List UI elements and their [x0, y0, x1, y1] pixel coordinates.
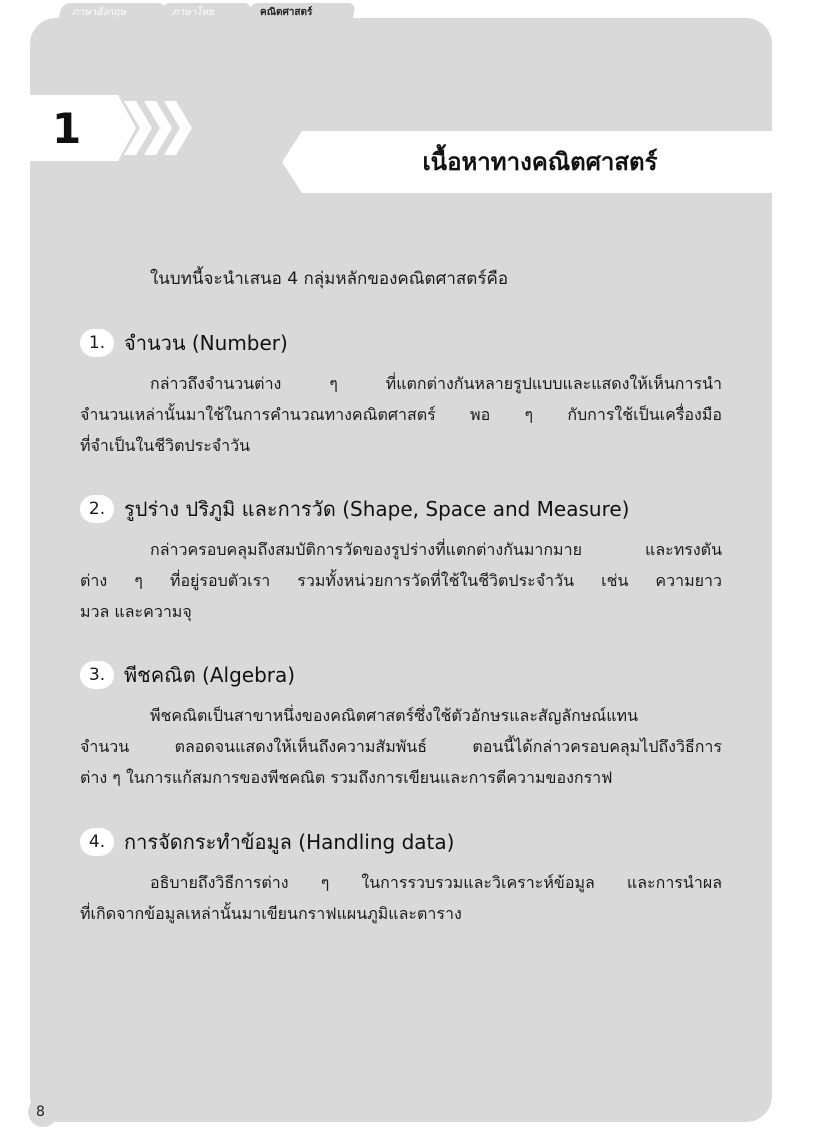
paragraph-line: กล่าวครอบคลุมถึงสมบัติการวัดของรูปร่างที่แตกต่างกันมากมาย และทรงตัน	[150, 540, 722, 559]
chevron-arrows-icon	[104, 95, 194, 161]
section-paragraph	[80, 368, 722, 461]
paragraph-line: พีชคณิตเป็นสาขาหนึ่งของคณิตศาสตร์ซึ่งใช้ตัวอักษรและสัญลักษณ์แทน	[150, 706, 639, 725]
page-number: 8	[28, 1097, 58, 1127]
section-number: 1.	[80, 329, 114, 357]
section-heading-data	[80, 826, 454, 858]
paragraph-line: ต่าง ๆ ในการแก้สมการของพีชคณิต รวมถึงการเขียนและการตีความของกราฟ	[80, 768, 613, 787]
tab-english-label: ภาษาอังกฤษ	[72, 7, 127, 18]
paragraph-line: มวล และความจุ	[80, 602, 192, 621]
paragraph-line: อธิบายถึงวิธีการต่าง ๆ ในการรวบรวมและวิเคราะห์ข้อมูล และการนำผล	[150, 873, 722, 892]
section-paragraph	[80, 700, 722, 793]
page-title: เนื้อหาทางคณิตศาสตร์	[422, 148, 658, 176]
section-title: รูปร่าง ปริภูมิ และการวัด (Shape, Space and Measure)	[124, 497, 630, 521]
paragraph-line: ต่าง ๆ ที่อยู่รอบตัวเรา รวมทั้งหน่วยการวัดที่ใช้ในชีวิตประจำวัน เช่น ความยาว	[80, 571, 722, 590]
tab-math-label: คณิตศาสตร์	[260, 7, 313, 18]
section-title: พีชคณิต (Algebra)	[124, 663, 296, 687]
section-title: การจัดกระทำข้อมูล (Handling data)	[124, 830, 455, 854]
section-heading-shape	[80, 493, 629, 525]
intro-text: ในบทนี้จะนำเสนอ 4 กลุ่มหลักของคณิตศาสตร์คือ	[150, 269, 509, 289]
paragraph-line: จำนวนเหล่านั้นมาใช้ในการคำนวณทางคณิตศาสตร์ พอ ๆ กับการใช้เป็นเครื่องมือ	[80, 405, 722, 424]
section-paragraph	[80, 534, 722, 627]
section-number: 2.	[80, 495, 114, 523]
paragraph-line: ที่จำเป็นในชีวิตประจำวัน	[80, 436, 251, 455]
section-number: 4.	[80, 828, 114, 856]
paragraph-line: กล่าวถึงจำนวนต่าง ๆ ที่แตกต่างกันหลายรูปแบบและแสดงให้เห็นการนำ	[150, 374, 722, 393]
section-paragraph	[80, 867, 722, 929]
chapter-number: 1	[52, 104, 82, 153]
paragraph-line: จำนวน ตลอดจนแสดงให้เห็นถึงความสัมพันธ์ ตอนนี้ได้กล่าวครอบคลุมไปถึงวิธีการ	[80, 737, 722, 756]
section-number: 3.	[80, 661, 114, 689]
section-heading-algebra	[80, 659, 295, 691]
tab-thai-label: ภาษาไทย	[172, 7, 214, 18]
section-heading-number	[80, 327, 288, 359]
section-title: จำนวน (Number)	[124, 331, 288, 355]
paragraph-line: ที่เกิดจากข้อมูลเหล่านั้นมาเขียนกราฟแผนภูมิและตาราง	[80, 904, 462, 923]
